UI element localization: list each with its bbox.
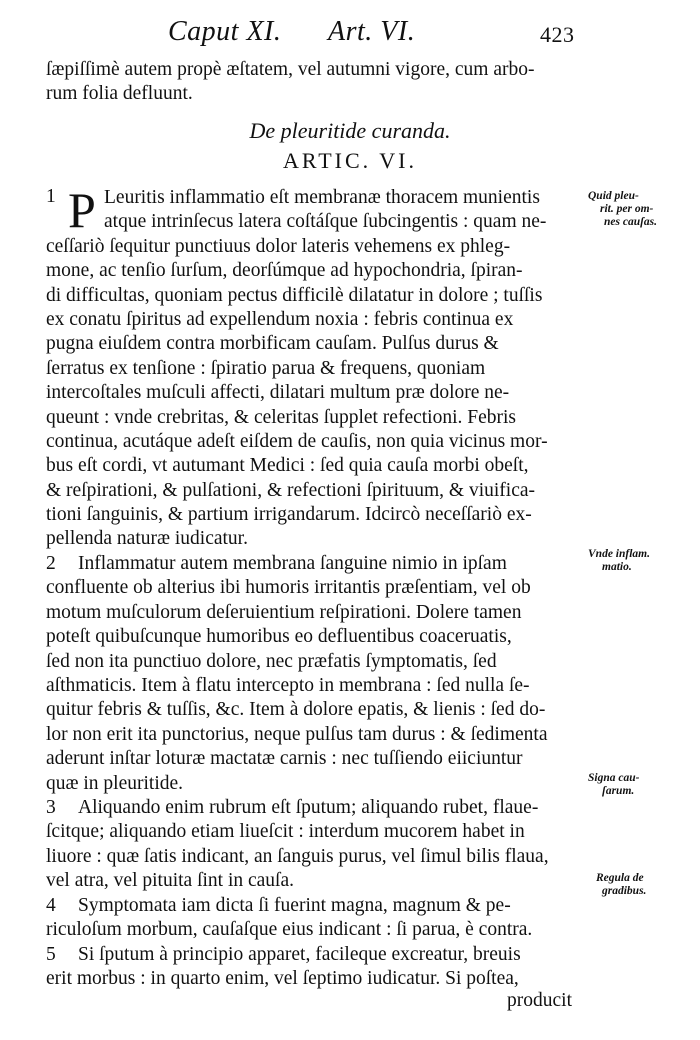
margin-note-2 bbox=[588, 548, 696, 574]
text-line: liuore : quæ ſatis indicant, an ſanguis purus, vel ſimul bilis flaua, bbox=[46, 845, 549, 867]
paragraph-5 bbox=[46, 943, 576, 992]
text-line-content: Si ſputum à principio apparet, facileque excreatur, breuis bbox=[78, 944, 521, 965]
text-line: ceſſariò ſequitur punctiuus dolor lateris vehemens ex phleg- bbox=[46, 235, 511, 257]
text-line: pugna eiuſdem contra morbificam cauſam. Pulſus durus & bbox=[46, 333, 499, 355]
chapter-heading: Caput XI. bbox=[168, 16, 282, 47]
text-line: & reſpirationi, & pulſationi, & refectioni ſpirituum, & viuifica- bbox=[46, 479, 536, 501]
text-line: rum folia defluunt. bbox=[46, 83, 193, 105]
text-line-content: Symptomata iam dicta ſi fuerint magna, magnum & pe- bbox=[78, 895, 511, 916]
catchword: producit bbox=[507, 990, 572, 1011]
paragraph-number: 3 bbox=[46, 797, 56, 818]
text-line: queunt : vnde crebritas, & celeritas ſupplet refectioni. Febris bbox=[46, 406, 517, 428]
text-line: motum muſculorum deſeruientium reſpirationi. Dolere tamen bbox=[46, 601, 522, 623]
margin-note-line: Signa cau- bbox=[588, 772, 640, 784]
text-line: vel atra, vel pituita ſint in cauſa. bbox=[46, 870, 294, 892]
text-line: confluente ob alterius ibi humoris irritantis præſentiam, vel ob bbox=[46, 577, 531, 599]
text-line: pellenda naturæ iudicatur. bbox=[46, 528, 248, 550]
paragraph-1 bbox=[46, 182, 576, 552]
margin-note-line: Vnde inflam. bbox=[588, 548, 650, 560]
text-line: quæ in pleuritide. bbox=[46, 772, 184, 794]
margin-note-4 bbox=[596, 872, 700, 898]
text-line: continua, acutáque adeſt eiſdem de cauſis, non quia vicinus mor- bbox=[46, 430, 548, 452]
text-line: intercoſtales muſculi affecti, dilatari multum præ dolore ne- bbox=[46, 382, 510, 404]
margin-note-line: gradibus. bbox=[602, 885, 647, 897]
drop-cap-initial: P bbox=[68, 182, 96, 238]
text-line: mone, ac tenſio ſurſum, deorſúmque ad hypochondria, ſpiran- bbox=[46, 260, 523, 282]
text-line: bus eſt cordi, vt autumant Medici : ſed quia cauſa morbi obeſt, bbox=[46, 455, 529, 477]
text-line: riculoſum morbum, cauſaſque eius indicant : ſi parua, è contra. bbox=[46, 919, 533, 941]
paragraph-number: 4 bbox=[46, 895, 56, 916]
text-line: Leuritis inflammatio eſt membranæ thoracem munientis bbox=[104, 187, 540, 208]
text-line bbox=[46, 894, 576, 918]
running-head bbox=[160, 16, 600, 56]
text-line: aderunt inſtar loturæ mactatæ carnis : nec tuſſiendo eiiciuntur bbox=[46, 748, 523, 770]
text-line bbox=[46, 552, 576, 576]
article-running-heading: Art. VI. bbox=[328, 16, 416, 47]
paragraph-number: 2 bbox=[46, 553, 56, 574]
paragraph-2 bbox=[46, 552, 576, 796]
text-line: ſcitque; aliquando etiam liueſcit : interdum mucorem habet in bbox=[46, 821, 525, 843]
text-line: lor non erit ita punctorius, neque pulſus tam durus : & ſedimenta bbox=[46, 723, 548, 745]
section-subtitle: De pleuritide curanda. bbox=[249, 118, 451, 143]
text-line bbox=[46, 943, 576, 967]
margin-note-line: nes cauſas. bbox=[604, 216, 658, 228]
text-line: ſed non ita punctiuo dolore, nec præfatis ſymptomatis, ſed bbox=[46, 650, 497, 672]
text-line-content: Inflammatur autem membrana ſanguine nimio in ipſam bbox=[78, 553, 507, 574]
text-line bbox=[46, 796, 576, 820]
margin-note-3 bbox=[588, 772, 696, 798]
margin-note-line: Regula de bbox=[596, 872, 644, 884]
continued-text bbox=[46, 58, 586, 107]
margin-note-line: rit. per om- bbox=[600, 203, 654, 215]
text-line-content: Aliquando enim rubrum eſt ſputum; aliquando rubet, flaue- bbox=[78, 797, 539, 818]
paragraph-3 bbox=[46, 796, 576, 894]
paragraph-4 bbox=[46, 894, 576, 943]
page-number: 423 bbox=[540, 22, 575, 47]
text-line: tioni ſanguinis, & partium irrigandarum. Idcircò neceſſariò ex- bbox=[46, 504, 532, 526]
article-heading: ARTIC. VI. bbox=[283, 148, 417, 173]
text-line: quitur febris & tuſſis, &c. Item à dolore epatis, & lienis : ſed do- bbox=[46, 699, 546, 721]
margin-note-line: Quid pleu- bbox=[588, 190, 639, 202]
text-line: atque intrinſecus latera coſtáſque ſubcingentis : quam ne- bbox=[104, 211, 547, 233]
text-line: aſthmaticis. Item à flatu intercepto in membrana : ſed nulla ſe- bbox=[46, 674, 530, 696]
paragraph-number: 1 bbox=[46, 186, 56, 207]
text-line: ſerratus ex tenſione : ſpiratio parua & frequens, quoniam bbox=[46, 357, 486, 379]
margin-note-1 bbox=[588, 190, 696, 229]
text-line: ex conatu ſpiritus ad expellendum noxia : febris continua ex bbox=[46, 308, 514, 330]
text-line: ſæpiſſimè autem propè æſtatem, vel autumni vigore, cum arbo- bbox=[46, 59, 535, 80]
paragraph-number: 5 bbox=[46, 944, 56, 965]
text-line: erit morbus : in quarto enim, vel ſeptimo iudicatur. Si poſtea, bbox=[46, 968, 519, 990]
margin-note-line: matio. bbox=[602, 561, 632, 573]
margin-note-line: ſarum. bbox=[602, 785, 635, 797]
text-line: di difficultas, quoniam pectus difficilè dilatatur in dolore ; tuſſis bbox=[46, 284, 543, 306]
text-line: poteſt quibuſcunque humoribus eo defluentibus coaceruatis, bbox=[46, 626, 512, 648]
